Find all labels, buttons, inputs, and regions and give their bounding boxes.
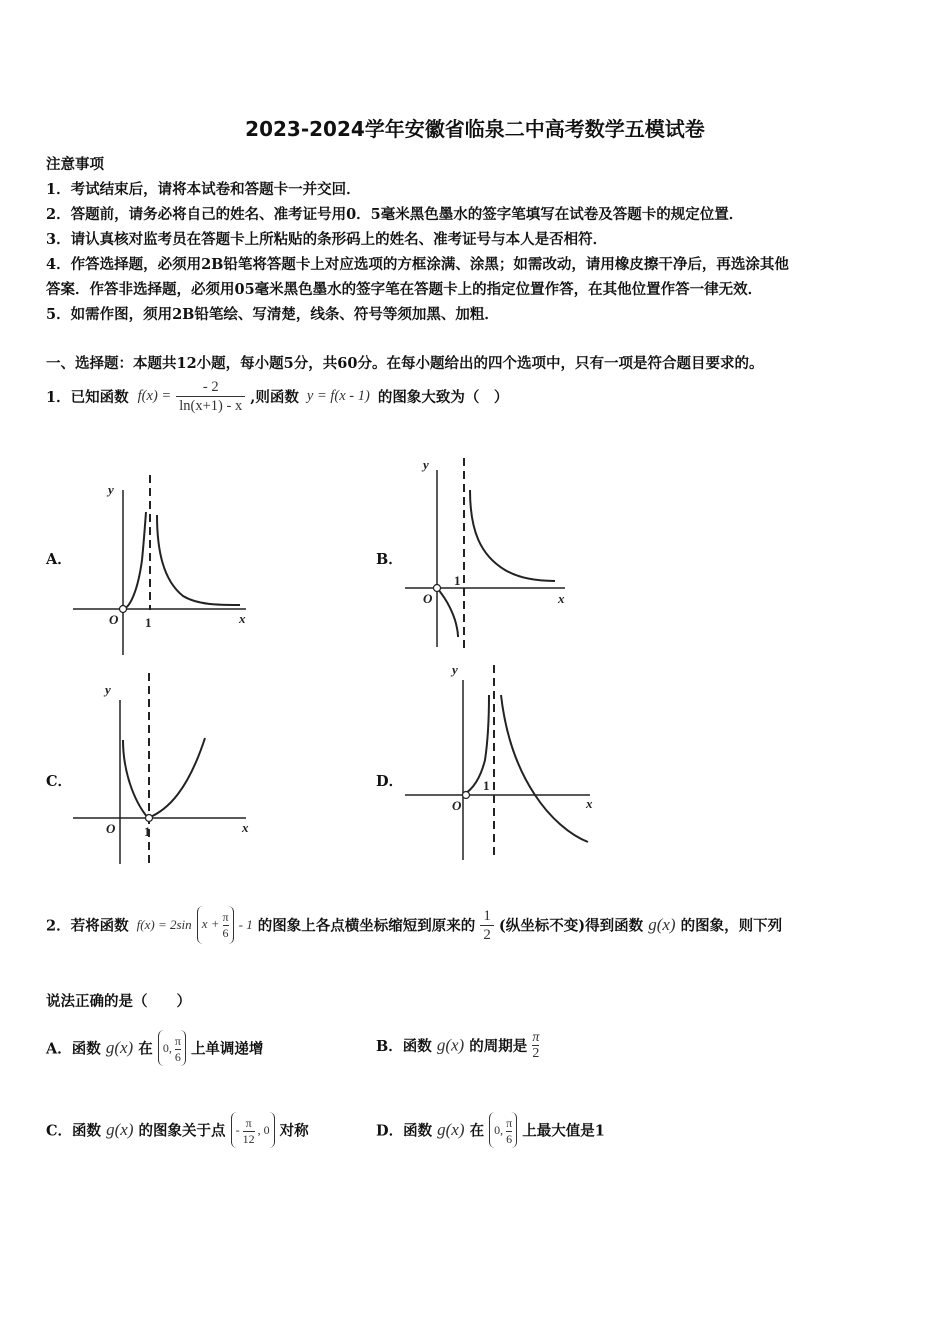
q2-line2: 说法正确的是（ ） <box>46 993 191 1010</box>
q2-opt-c-point <box>231 1112 275 1148</box>
origin-point <box>434 585 441 592</box>
q2-option-a <box>46 1030 263 1066</box>
q1-graph-a <box>68 470 268 660</box>
curve-right <box>470 490 555 581</box>
q2-opt-d-label: D．函数 <box>376 1122 433 1140</box>
q1-graph-c <box>68 670 268 870</box>
q2-inner: x + <box>201 916 220 931</box>
q2-opt-a-tail: 上单调递增 <box>190 1040 264 1058</box>
curve-left <box>123 512 146 609</box>
curve-right <box>501 695 588 842</box>
q2-opt-a-mid: 在 <box>138 1040 153 1058</box>
q2-opt-a-pi: π <box>174 1033 181 1048</box>
q2-opt-a-interval <box>158 1030 186 1066</box>
q2-sin-arg <box>197 906 234 944</box>
q2-opt-c-den: 12 <box>242 1131 255 1146</box>
q2-opt-d-gx: g(x) <box>437 1120 465 1139</box>
origin-label: O <box>452 798 462 813</box>
origin-point <box>120 606 127 613</box>
q2-opt-a-gx: g(x) <box>105 1038 134 1057</box>
q2-opt-b-label: B．函数 <box>376 1038 432 1055</box>
q2-opt-d-zero: 0, <box>494 1123 504 1137</box>
q2-opt-b-mid: 的周期是 <box>469 1038 528 1055</box>
q1-expr: y = f(x - 1) <box>306 388 370 404</box>
q2-opt-d-den: 6 <box>506 1131 513 1146</box>
curve-left <box>123 740 148 818</box>
q2-opt-c-zero: , 0 <box>257 1123 270 1137</box>
q1-graph-b <box>400 455 600 655</box>
q2-opt-d-mid: 在 <box>469 1122 485 1140</box>
q2-opt-c-mid: 的图象关于点 <box>138 1122 226 1140</box>
notice-item: 1．考试结束后，请将本试卷和答题卡一并交回． <box>46 181 361 198</box>
q2-fx: f(x) = 2sin <box>136 917 192 932</box>
q2-option-d <box>376 1112 605 1148</box>
q2-option-c <box>46 1112 309 1148</box>
curve-right <box>157 515 240 605</box>
curve-right <box>148 738 205 818</box>
q2-opt-d-frac <box>506 1116 512 1147</box>
origin-label: O <box>109 612 119 627</box>
q1-fx: f(x) = <box>137 388 172 404</box>
q1-option-b-label: B． <box>376 551 403 568</box>
q2-middle: 的图象上各点横坐标缩短到原来的 <box>257 917 476 935</box>
q2-opt-b-den: 2 <box>532 1046 540 1061</box>
q2-opt-d-tail: 上最大值是1 <box>522 1122 605 1140</box>
q2-pi: π <box>222 909 229 924</box>
q2-option-b <box>376 1030 539 1061</box>
page-title: 2023-2024学年安徽省临泉二中高考数学五模试卷 <box>245 117 705 141</box>
q1-option-c-label: C． <box>46 773 73 790</box>
q2-opt-c-frac <box>243 1116 255 1147</box>
notice-heading: 注意事项 <box>46 156 104 173</box>
point-one <box>146 815 153 822</box>
q2-opt-b-frac <box>532 1030 539 1061</box>
q1-numerator: - 2 <box>176 378 245 397</box>
q1-denominator: ln(x+1) - x <box>179 398 243 414</box>
q2-opt-b-gx: g(x) <box>436 1035 465 1055</box>
x-label: x <box>239 611 246 626</box>
q2-opt-d-pi: π <box>506 1115 513 1130</box>
section-heading: 一、选择题：本题共12小题，每小题5分，共60分。在每小题给出的四个选项中，只有一项是符合题目要求的。 <box>46 355 764 372</box>
x-label: x <box>242 820 249 835</box>
q2-pi-over-6 <box>223 910 229 941</box>
q1-option-d-label: D． <box>376 773 404 790</box>
q2-opt-b-pi: π <box>532 1030 540 1045</box>
q1-middle: ,则函数 <box>250 389 299 406</box>
q2-half <box>480 907 494 944</box>
origin-label: O <box>423 591 433 606</box>
x-label: x <box>558 591 565 606</box>
y-label: y <box>452 662 458 677</box>
notice-item: 3．请认真核对监考员在答题卡上所粘贴的条形码上的姓名、准考证号与本人是否相符． <box>46 231 608 248</box>
x-label: x <box>586 796 593 811</box>
q1-suffix: 的图象大致为（ ） <box>377 389 509 406</box>
q2-opt-a-zero: 0, <box>162 1041 172 1055</box>
q2-half-num: 1 <box>480 907 494 926</box>
q2-gx: g(x) <box>648 915 676 934</box>
q2-tail: - 1 <box>238 917 253 932</box>
curve-left <box>437 588 458 637</box>
q2-half-den: 2 <box>483 926 491 943</box>
q1-fraction <box>176 378 245 415</box>
q2-opt-c-tail: 对称 <box>279 1122 309 1140</box>
q2-opt-c-neg: - <box>235 1123 240 1137</box>
notice-item: 4．作答选择题，必须用2B铅笔将答题卡上对应选项的方框涂满、涂黑；如需改动，请用橡皮擦干净后，再选涂其他 <box>46 256 789 273</box>
q2-opt-a-label: A．函数 <box>46 1040 101 1058</box>
notice-item: 答案．作答非选择题，必须用05毫米黑色墨水的签字笔在答题卡上的指定位置作答，在其他位置作答一律无效． <box>46 281 763 298</box>
notice-item: 2．答题前，请务必将自己的姓名、准考证号用0．5毫米黑色墨水的签字笔填写在试卷及答题卡的规定位置． <box>46 206 744 223</box>
question-2 <box>46 906 782 944</box>
q2-opt-c-gx: g(x) <box>106 1120 134 1139</box>
one-label: 1 <box>145 615 152 630</box>
q2-opt-a-den: 6 <box>174 1049 181 1064</box>
q2-opt-c-label: C．函数 <box>46 1122 102 1140</box>
one-label: 1 <box>483 778 490 793</box>
y-label: y <box>105 682 111 697</box>
origin-point <box>463 792 470 799</box>
y-label: y <box>108 482 114 497</box>
q1-option-a-label: A． <box>46 551 72 568</box>
q2-six: 6 <box>222 925 229 940</box>
origin-label: O <box>106 821 116 836</box>
one-label: 1 <box>454 573 461 588</box>
q1-graph-d <box>400 660 610 865</box>
one-label: 1 <box>144 824 151 839</box>
q2-after: (纵坐标不变)得到函数 <box>498 917 644 935</box>
q2-opt-c-pi: π <box>243 1116 255 1132</box>
q2-prefix: 2．若将函数 <box>46 917 129 935</box>
q2-opt-d-interval <box>489 1112 517 1148</box>
y-label: y <box>423 457 429 472</box>
notice-item: 5．如需作图，须用2B铅笔绘、写清楚，线条、符号等须加黑、加粗． <box>46 306 499 323</box>
q1-prefix: 1．已知函数 <box>46 389 129 406</box>
q2-opt-a-frac <box>175 1034 181 1065</box>
question-1 <box>46 378 508 415</box>
q2-end: 的图象，则下列 <box>680 917 783 935</box>
